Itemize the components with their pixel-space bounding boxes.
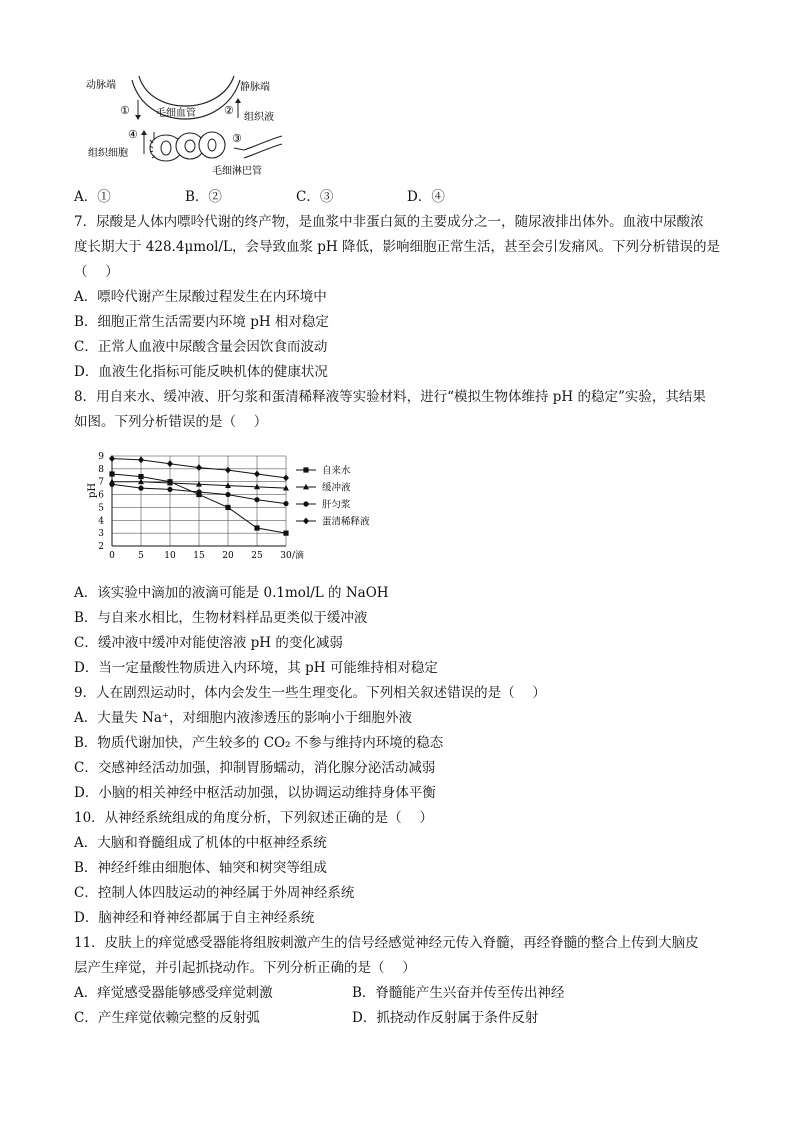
- q11-options-row2: [74, 1009, 538, 1027]
- q11-stem-line1: 11．皮肤上的痒觉感受器能将组胺刺激产生的信号经感觉神经元传入脊髓，再经脊髓的整合上传到大脑皮: [74, 935, 699, 951]
- y-tick-label: 9: [98, 452, 104, 462]
- q6-option-c[interactable]: C．③: [296, 189, 334, 205]
- legend-label: 自来水: [322, 465, 351, 477]
- y-tick-label: 5: [98, 503, 104, 514]
- series-4-point: [167, 460, 173, 467]
- q6-option-a[interactable]: A．①: [74, 189, 111, 205]
- series-3-point: [196, 489, 201, 494]
- q10-stem: 10．从神经系统组成的角度分析，下列叙述正确的是（ ）: [74, 810, 433, 826]
- legend-label: 蛋清稀释液: [322, 516, 370, 528]
- x-tick-label: 25: [251, 551, 263, 561]
- q11-options-row1: [74, 984, 564, 1002]
- q11-option-d[interactable]: D．抓挠动作反射属于条件反射: [352, 1010, 539, 1026]
- legend-marker: [303, 518, 309, 525]
- y-tick-label: 4: [98, 516, 104, 527]
- q11-option-c[interactable]: C．产生痒觉依赖完整的反射弧: [74, 1010, 260, 1026]
- q7-stem-line3: （ ）: [74, 264, 119, 280]
- label-tissue-fluid: 组织液: [244, 112, 274, 123]
- q9-option-a[interactable]: A．大量失 Na⁺，对细胞内液渗透压的影响小于细胞外液: [74, 710, 413, 726]
- label-tissue-cell: 组织细胞: [88, 148, 128, 159]
- q10-option-a[interactable]: A．大脑和脊髓组成了机体的中枢神经系统: [74, 835, 327, 851]
- q8-option-c[interactable]: C．缓冲液中缓冲对能使溶液 pH 的变化减弱: [74, 635, 343, 651]
- series-3-point: [109, 482, 114, 487]
- series-3-point: [167, 487, 172, 492]
- q7-stem-line2: 度长期大于 428.4μmol/L，会导致血浆 pH 降低，影响细胞正常生活，甚至会引发痛风。下列分析错误的是: [74, 239, 720, 255]
- q8-option-d[interactable]: D．当一定量酸性物质进入内环境，其 pH 可能维持相对稳定: [74, 660, 438, 676]
- label-n1: ①: [120, 104, 130, 117]
- series-1-point: [283, 531, 288, 536]
- legend-label: 缓冲液: [322, 482, 351, 494]
- q11-stem-line2: 层产生痒觉，并引起抓挠动作。下列分析正确的是（ ）: [74, 960, 416, 976]
- q11-option-b[interactable]: B．脊髓能产生兴奋并传至传出神经: [352, 985, 565, 1001]
- q9-option-b[interactable]: B．物质代谢加快，产生较多的 CO₂ 不参与维持内环境的稳态: [74, 735, 444, 751]
- q6-options: [74, 188, 445, 206]
- q8-stem-line2: 如图。下列分析错误的是（ ）: [74, 414, 268, 430]
- q8-stem-line1: 8．用自来水、缓冲液、肝匀浆和蛋清稀释液等实验材料，进行“模拟生物体维持 pH 的稳定”实验，其结果: [74, 389, 706, 405]
- x-tick-label: 5: [138, 551, 144, 561]
- series-1-point: [254, 525, 259, 530]
- series-1-point: [138, 474, 143, 479]
- legend-marker: [303, 467, 308, 472]
- x-tick-label: 0: [109, 551, 115, 561]
- series-4-point: [138, 456, 144, 463]
- series-4-point: [225, 467, 231, 474]
- series-3-point: [283, 501, 288, 506]
- x-tick-label: 10: [164, 551, 176, 561]
- series-4-point: [254, 471, 260, 478]
- chart-legend: [296, 465, 370, 528]
- x-tick-label: 15: [193, 551, 205, 561]
- y-tick-label: 8: [98, 464, 104, 475]
- label-n4: ④: [128, 128, 138, 141]
- q10-option-d[interactable]: D．脑神经和脊神经都属于自主神经系统: [74, 910, 315, 926]
- label-vein-end: 静脉端: [240, 82, 270, 93]
- series-3-point: [254, 497, 259, 502]
- tissue-cells: [150, 132, 225, 161]
- q11-option-a[interactable]: A．痒觉感受器能够感受痒觉刺激: [74, 985, 273, 1001]
- q10-option-b[interactable]: B．神经纤维由细胞体、轴突和树突等组成: [74, 860, 327, 876]
- q7-option-a[interactable]: A．嘌呤代谢产生尿酸过程发生在内环境中: [74, 289, 327, 305]
- label-capillary: 毛细血管: [156, 108, 196, 119]
- q6-option-b[interactable]: B．②: [185, 189, 222, 205]
- series-4-point: [283, 474, 289, 481]
- label-n3: ③: [232, 132, 242, 145]
- q7-option-b[interactable]: B．细胞正常生活需要内环境 pH 相对稳定: [74, 314, 329, 330]
- q9-option-d[interactable]: D．小脑的相关神经中枢活动加强，以协调运动维持身体平衡: [74, 785, 436, 801]
- ph-line-chart: [84, 448, 384, 572]
- x-tick-label: 20: [222, 551, 234, 561]
- q6-option-d[interactable]: D．④: [407, 189, 445, 205]
- label-n2: ②: [224, 104, 234, 117]
- label-artery-end: 动脉端: [86, 80, 116, 91]
- q10-option-c[interactable]: C．控制人体四肢运动的神经属于外周神经系统: [74, 885, 355, 901]
- capillary-diagram: [84, 70, 284, 178]
- q8-option-a[interactable]: A．该实验中滴加的液滴可能是 0.1mol/L 的 NaOH: [74, 585, 389, 601]
- series-1-point: [225, 505, 230, 510]
- legend-label: 肝匀浆: [322, 499, 351, 511]
- q7-option-c[interactable]: C．正常人血液中尿酸含量会因饮食而波动: [74, 339, 328, 355]
- series-3-point: [138, 486, 143, 491]
- q7-stem-line1: 7．尿酸是人体内嘌呤代谢的终产物，是血浆中非蛋白氮的主要成分之一，随尿液排出体外。血液中尿酸浓: [74, 214, 704, 230]
- series-4-point: [196, 464, 202, 471]
- legend-marker: [303, 501, 308, 506]
- series-1-point: [109, 471, 114, 476]
- label-lymph-capillary: 毛细淋巴管: [212, 166, 262, 177]
- q9-option-c[interactable]: C．交感神经活动加强，抑制胃肠蠕动，消化腺分泌活动减弱: [74, 760, 436, 776]
- q9-stem: 9．人在剧烈运动时，体内会发生一些生理变化。下列相关叙述错误的是（ ）: [74, 685, 546, 701]
- x-tick-label: 30: [280, 551, 292, 561]
- y-axis-label: pH: [87, 482, 98, 498]
- q8-option-b[interactable]: B．与自来水相比，生物材料样品更类似于缓冲液: [74, 610, 368, 626]
- y-tick-label: 6: [98, 490, 104, 501]
- q7-option-d[interactable]: D．血液生化指标可能反映机体的健康状况: [74, 364, 328, 380]
- y-tick-label: 7: [98, 477, 104, 488]
- x-axis-label: /滴: [292, 551, 305, 561]
- y-tick-label: 3: [98, 529, 104, 540]
- y-tick-label: 2: [98, 542, 104, 552]
- series-3-point: [225, 492, 230, 497]
